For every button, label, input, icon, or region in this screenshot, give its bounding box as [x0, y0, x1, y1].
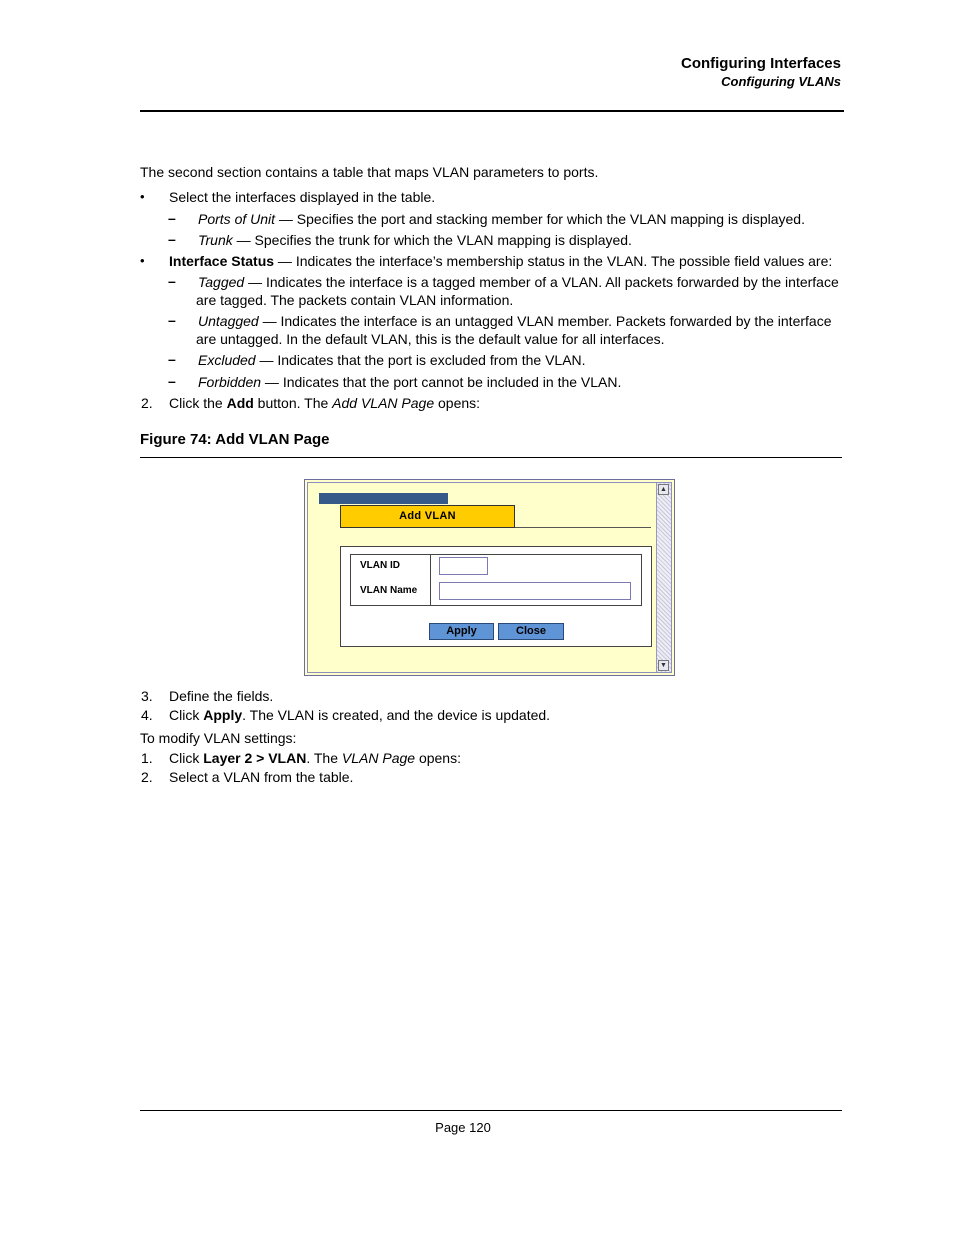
term-interface-status: Interface Status: [169, 253, 275, 269]
dash-marker: –: [168, 312, 176, 328]
term-ports-of-unit: Ports of Unit: [198, 211, 276, 227]
step-click-layer2: [169, 749, 461, 767]
step-number: 2.: [141, 395, 153, 411]
dash-marker: –: [168, 351, 176, 367]
scroll-down-icon[interactable]: ▼: [658, 660, 669, 671]
vlan-name-label: VLAN Name: [360, 585, 418, 596]
vlan-id-input[interactable]: [439, 557, 488, 575]
desc-trunk: — Specifies the trunk for which the VLAN mapping is displayed.: [232, 232, 632, 248]
desc-tagged: — Indicates the interface is a tagged member of a VLAN. All packets forwarded by the interface: [244, 274, 839, 290]
step2-text: button. The: [253, 395, 333, 411]
bullet-select-interfaces: Select the interfaces displayed in the table.: [169, 189, 436, 205]
step4-text: Click: [169, 707, 204, 723]
term-excluded: Excluded: [198, 352, 256, 368]
term-untagged: Untagged: [198, 313, 259, 329]
vlan-name-input[interactable]: [439, 582, 631, 600]
header-rule: [140, 110, 844, 112]
step2-italic: Add VLAN Page: [332, 395, 435, 411]
bullet-marker: •: [140, 189, 145, 204]
item-interface-status: [169, 252, 832, 270]
step-select-vlan: Select a VLAN from the table.: [169, 769, 354, 785]
desc-excluded: — Indicates that the port is excluded from the VLAN.: [255, 352, 586, 368]
figure-rule: [140, 457, 842, 458]
modify-intro: To modify VLAN settings:: [140, 730, 297, 746]
step2-bold: Add: [226, 395, 254, 411]
dash-marker: –: [168, 273, 176, 289]
step2-text: Click the: [169, 395, 227, 411]
vlan-id-label: VLAN ID: [360, 560, 400, 571]
m1-italic: VLAN Page: [341, 750, 416, 766]
desc-untagged: — Indicates the interface is an untagged VLAN member. Packets forwarded by the interface: [258, 313, 832, 329]
desc-ports-of-unit: — Specifies the port and stacking member for which the VLAN mapping is displayed.: [275, 211, 805, 227]
step4-text: . The VLAN is created, and the device is updated.: [242, 707, 551, 723]
close-button[interactable]: Close: [498, 623, 564, 640]
term-trunk: Trunk: [198, 232, 233, 248]
scroll-up-icon[interactable]: ▲: [658, 484, 669, 495]
intro-paragraph: The second section contains a table that maps VLAN parameters to ports.: [140, 164, 599, 180]
item-untagged: [198, 312, 831, 330]
desc-forbidden: — Indicates that the port cannot be included in the VLAN.: [261, 374, 622, 390]
step-click-apply: [169, 706, 550, 724]
item-tagged: [198, 273, 839, 291]
add-vlan-form: [340, 546, 652, 647]
tab-add-vlan[interactable]: Add VLAN: [340, 505, 515, 528]
item-excluded: [198, 351, 586, 369]
figure-caption: Figure 74: Add VLAN Page: [140, 431, 330, 448]
step-number: 1.: [141, 750, 153, 766]
step4-bold: Apply: [203, 707, 243, 723]
add-vlan-screenshot: [304, 479, 675, 676]
screenshot-frame: [307, 482, 672, 673]
step-number: 4.: [141, 707, 153, 723]
field-divider: [430, 555, 431, 605]
m1-text: . The: [306, 750, 342, 766]
item-tagged-cont: are tagged. The packets contain VLAN information.: [196, 292, 514, 308]
dash-marker: –: [168, 373, 176, 389]
footer-rule: [140, 1110, 842, 1111]
vertical-scrollbar[interactable]: [656, 483, 671, 672]
tab-underline: [515, 527, 651, 528]
dash-marker: –: [168, 210, 176, 226]
running-header-title: Configuring Interfaces: [680, 55, 841, 72]
field-table: [350, 554, 642, 606]
apply-button[interactable]: Apply: [429, 623, 494, 640]
dash-marker: –: [168, 231, 176, 247]
m1-text: opens:: [415, 750, 461, 766]
page-number: Page 120: [435, 1120, 491, 1135]
step2-text: opens:: [434, 395, 481, 411]
term-tagged: Tagged: [198, 274, 245, 290]
step-define-fields: Define the fields.: [169, 688, 274, 704]
tab-header-bar: [319, 493, 448, 504]
m1-text: Click: [169, 750, 204, 766]
m1-bold: Layer 2 > VLAN: [203, 750, 307, 766]
desc-interface-status: — Indicates the interface’s membership status in the VLAN. The possible field values are:: [274, 253, 833, 269]
item-untagged-cont: are untagged. In the default VLAN, this is the default value for all interfaces.: [196, 331, 665, 347]
bullet-marker: •: [140, 253, 145, 268]
step-click-add: [169, 394, 480, 412]
running-header-subtitle: Configuring VLANs: [721, 74, 841, 89]
term-forbidden: Forbidden: [198, 374, 262, 390]
item-ports-of-unit: [198, 210, 805, 228]
step-number: 3.: [141, 688, 153, 704]
item-forbidden: [198, 373, 621, 391]
item-trunk: [198, 231, 632, 249]
step-number: 2.: [141, 769, 153, 785]
